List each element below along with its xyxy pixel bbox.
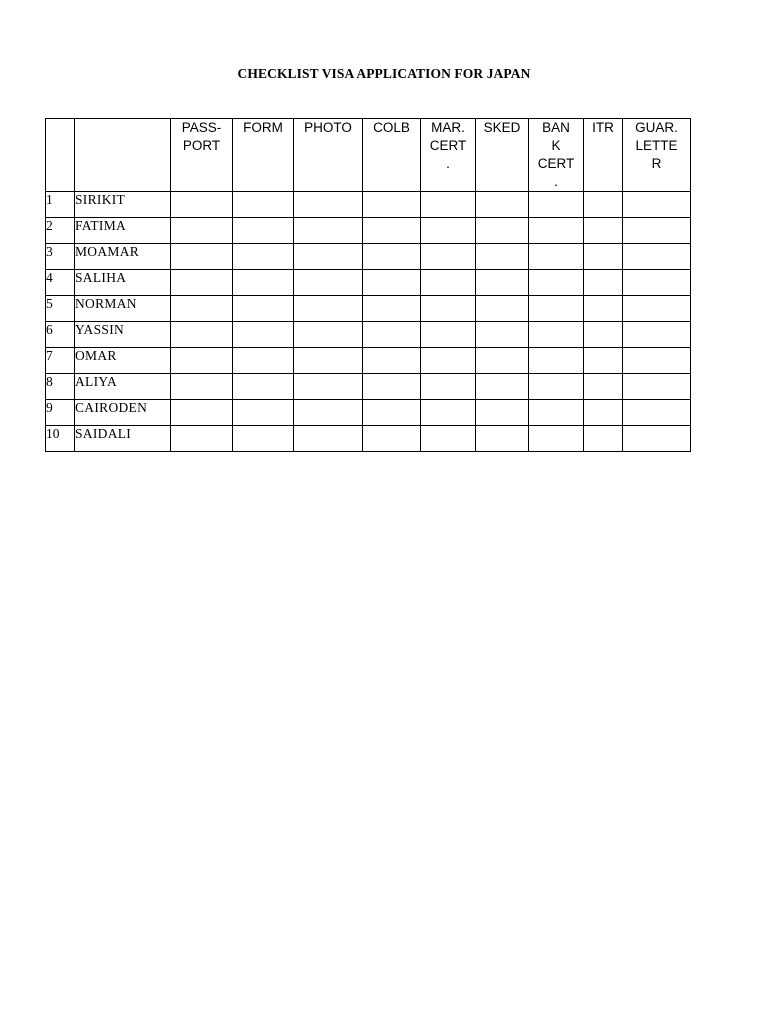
form-cell bbox=[233, 400, 294, 426]
photo-cell bbox=[294, 322, 363, 348]
bank-cert-cell bbox=[529, 322, 584, 348]
row-number: 10 bbox=[46, 426, 75, 452]
photo-cell bbox=[294, 296, 363, 322]
itr-cell bbox=[584, 218, 623, 244]
sked-cell bbox=[476, 322, 529, 348]
marriage-cert-cell bbox=[421, 426, 476, 452]
photo-cell bbox=[294, 192, 363, 218]
sked-cell bbox=[476, 192, 529, 218]
bank-cert-cell bbox=[529, 374, 584, 400]
row-number: 4 bbox=[46, 270, 75, 296]
row-number: 5 bbox=[46, 296, 75, 322]
form-cell bbox=[233, 296, 294, 322]
header-photo: PHOTO bbox=[294, 119, 363, 192]
bank-cert-cell bbox=[529, 426, 584, 452]
guarantee-letter-cell bbox=[623, 270, 691, 296]
table-row bbox=[46, 322, 691, 348]
form-cell bbox=[233, 426, 294, 452]
sked-cell bbox=[476, 218, 529, 244]
table-row bbox=[46, 218, 691, 244]
bank-cert-cell bbox=[529, 348, 584, 374]
itr-cell bbox=[584, 192, 623, 218]
passport-cell bbox=[171, 322, 233, 348]
guarantee-letter-cell bbox=[623, 296, 691, 322]
header-passport: PASS- PORT bbox=[171, 119, 233, 192]
table-row bbox=[46, 192, 691, 218]
header-name bbox=[75, 119, 171, 192]
row-number: 7 bbox=[46, 348, 75, 374]
colb-cell bbox=[363, 426, 421, 452]
sked-cell bbox=[476, 426, 529, 452]
row-number: 6 bbox=[46, 322, 75, 348]
form-cell bbox=[233, 348, 294, 374]
itr-cell bbox=[584, 426, 623, 452]
marriage-cert-cell bbox=[421, 400, 476, 426]
applicant-name: ALIYA bbox=[75, 374, 171, 400]
applicant-name: SIRIKIT bbox=[75, 192, 171, 218]
sked-cell bbox=[476, 400, 529, 426]
header-row bbox=[46, 119, 691, 192]
row-number: 2 bbox=[46, 218, 75, 244]
form-cell bbox=[233, 192, 294, 218]
marriage-cert-cell bbox=[421, 192, 476, 218]
itr-cell bbox=[584, 400, 623, 426]
itr-cell bbox=[584, 270, 623, 296]
form-cell bbox=[233, 322, 294, 348]
form-cell bbox=[233, 270, 294, 296]
row-number: 8 bbox=[46, 374, 75, 400]
passport-cell bbox=[171, 218, 233, 244]
itr-cell bbox=[584, 322, 623, 348]
guarantee-letter-cell bbox=[623, 400, 691, 426]
table-row bbox=[46, 348, 691, 374]
colb-cell bbox=[363, 322, 421, 348]
passport-cell bbox=[171, 270, 233, 296]
row-number: 3 bbox=[46, 244, 75, 270]
bank-cert-cell bbox=[529, 296, 584, 322]
colb-cell bbox=[363, 192, 421, 218]
header-form: FORM bbox=[233, 119, 294, 192]
document-title: CHECKLIST VISA APPLICATION FOR JAPAN bbox=[237, 66, 531, 81]
table-row bbox=[46, 270, 691, 296]
marriage-cert-cell bbox=[421, 322, 476, 348]
photo-cell bbox=[294, 218, 363, 244]
applicant-name: NORMAN bbox=[75, 296, 171, 322]
applicant-name: CAIRODEN bbox=[75, 400, 171, 426]
table-row bbox=[46, 296, 691, 322]
marriage-cert-cell bbox=[421, 296, 476, 322]
bank-cert-cell bbox=[529, 270, 584, 296]
photo-cell bbox=[294, 270, 363, 296]
passport-cell bbox=[171, 296, 233, 322]
header-marriage-cert: MAR. CERT . bbox=[421, 119, 476, 192]
table-row bbox=[46, 426, 691, 452]
form-cell bbox=[233, 244, 294, 270]
header-number bbox=[46, 119, 75, 192]
guarantee-letter-cell bbox=[623, 374, 691, 400]
header-guarantee-letter: GUAR. LETTE R bbox=[623, 119, 691, 192]
applicant-name: SAIDALI bbox=[75, 426, 171, 452]
photo-cell bbox=[294, 374, 363, 400]
itr-cell bbox=[584, 296, 623, 322]
bank-cert-cell bbox=[529, 400, 584, 426]
passport-cell bbox=[171, 244, 233, 270]
passport-cell bbox=[171, 192, 233, 218]
table-row bbox=[46, 244, 691, 270]
applicant-name: YASSIN bbox=[75, 322, 171, 348]
guarantee-letter-cell bbox=[623, 244, 691, 270]
photo-cell bbox=[294, 400, 363, 426]
sked-cell bbox=[476, 296, 529, 322]
header-bank-cert: BAN K CERT . bbox=[529, 119, 584, 192]
passport-cell bbox=[171, 400, 233, 426]
table-row bbox=[46, 400, 691, 426]
passport-cell bbox=[171, 426, 233, 452]
header-itr: ITR bbox=[584, 119, 623, 192]
header-colb: COLB bbox=[363, 119, 421, 192]
itr-cell bbox=[584, 348, 623, 374]
guarantee-letter-cell bbox=[623, 348, 691, 374]
guarantee-letter-cell bbox=[623, 322, 691, 348]
colb-cell bbox=[363, 400, 421, 426]
row-number: 1 bbox=[46, 192, 75, 218]
marriage-cert-cell bbox=[421, 348, 476, 374]
marriage-cert-cell bbox=[421, 270, 476, 296]
form-cell bbox=[233, 218, 294, 244]
bank-cert-cell bbox=[529, 244, 584, 270]
photo-cell bbox=[294, 426, 363, 452]
colb-cell bbox=[363, 244, 421, 270]
applicant-name: OMAR bbox=[75, 348, 171, 374]
colb-cell bbox=[363, 296, 421, 322]
applicant-name: FATIMA bbox=[75, 218, 171, 244]
colb-cell bbox=[363, 270, 421, 296]
sked-cell bbox=[476, 348, 529, 374]
passport-cell bbox=[171, 348, 233, 374]
applicant-name: SALIHA bbox=[75, 270, 171, 296]
itr-cell bbox=[584, 244, 623, 270]
marriage-cert-cell bbox=[421, 374, 476, 400]
colb-cell bbox=[363, 218, 421, 244]
marriage-cert-cell bbox=[421, 218, 476, 244]
sked-cell bbox=[476, 244, 529, 270]
header-sked: SKED bbox=[476, 119, 529, 192]
bank-cert-cell bbox=[529, 218, 584, 244]
sked-cell bbox=[476, 374, 529, 400]
applicant-name: MOAMAR bbox=[75, 244, 171, 270]
bank-cert-cell bbox=[529, 192, 584, 218]
checklist-table bbox=[45, 118, 691, 452]
passport-cell bbox=[171, 374, 233, 400]
photo-cell bbox=[294, 244, 363, 270]
itr-cell bbox=[584, 374, 623, 400]
guarantee-letter-cell bbox=[623, 426, 691, 452]
table-row bbox=[46, 374, 691, 400]
colb-cell bbox=[363, 374, 421, 400]
form-cell bbox=[233, 374, 294, 400]
guarantee-letter-cell bbox=[623, 218, 691, 244]
marriage-cert-cell bbox=[421, 244, 476, 270]
row-number: 9 bbox=[46, 400, 75, 426]
guarantee-letter-cell bbox=[623, 192, 691, 218]
colb-cell bbox=[363, 348, 421, 374]
sked-cell bbox=[476, 270, 529, 296]
photo-cell bbox=[294, 348, 363, 374]
